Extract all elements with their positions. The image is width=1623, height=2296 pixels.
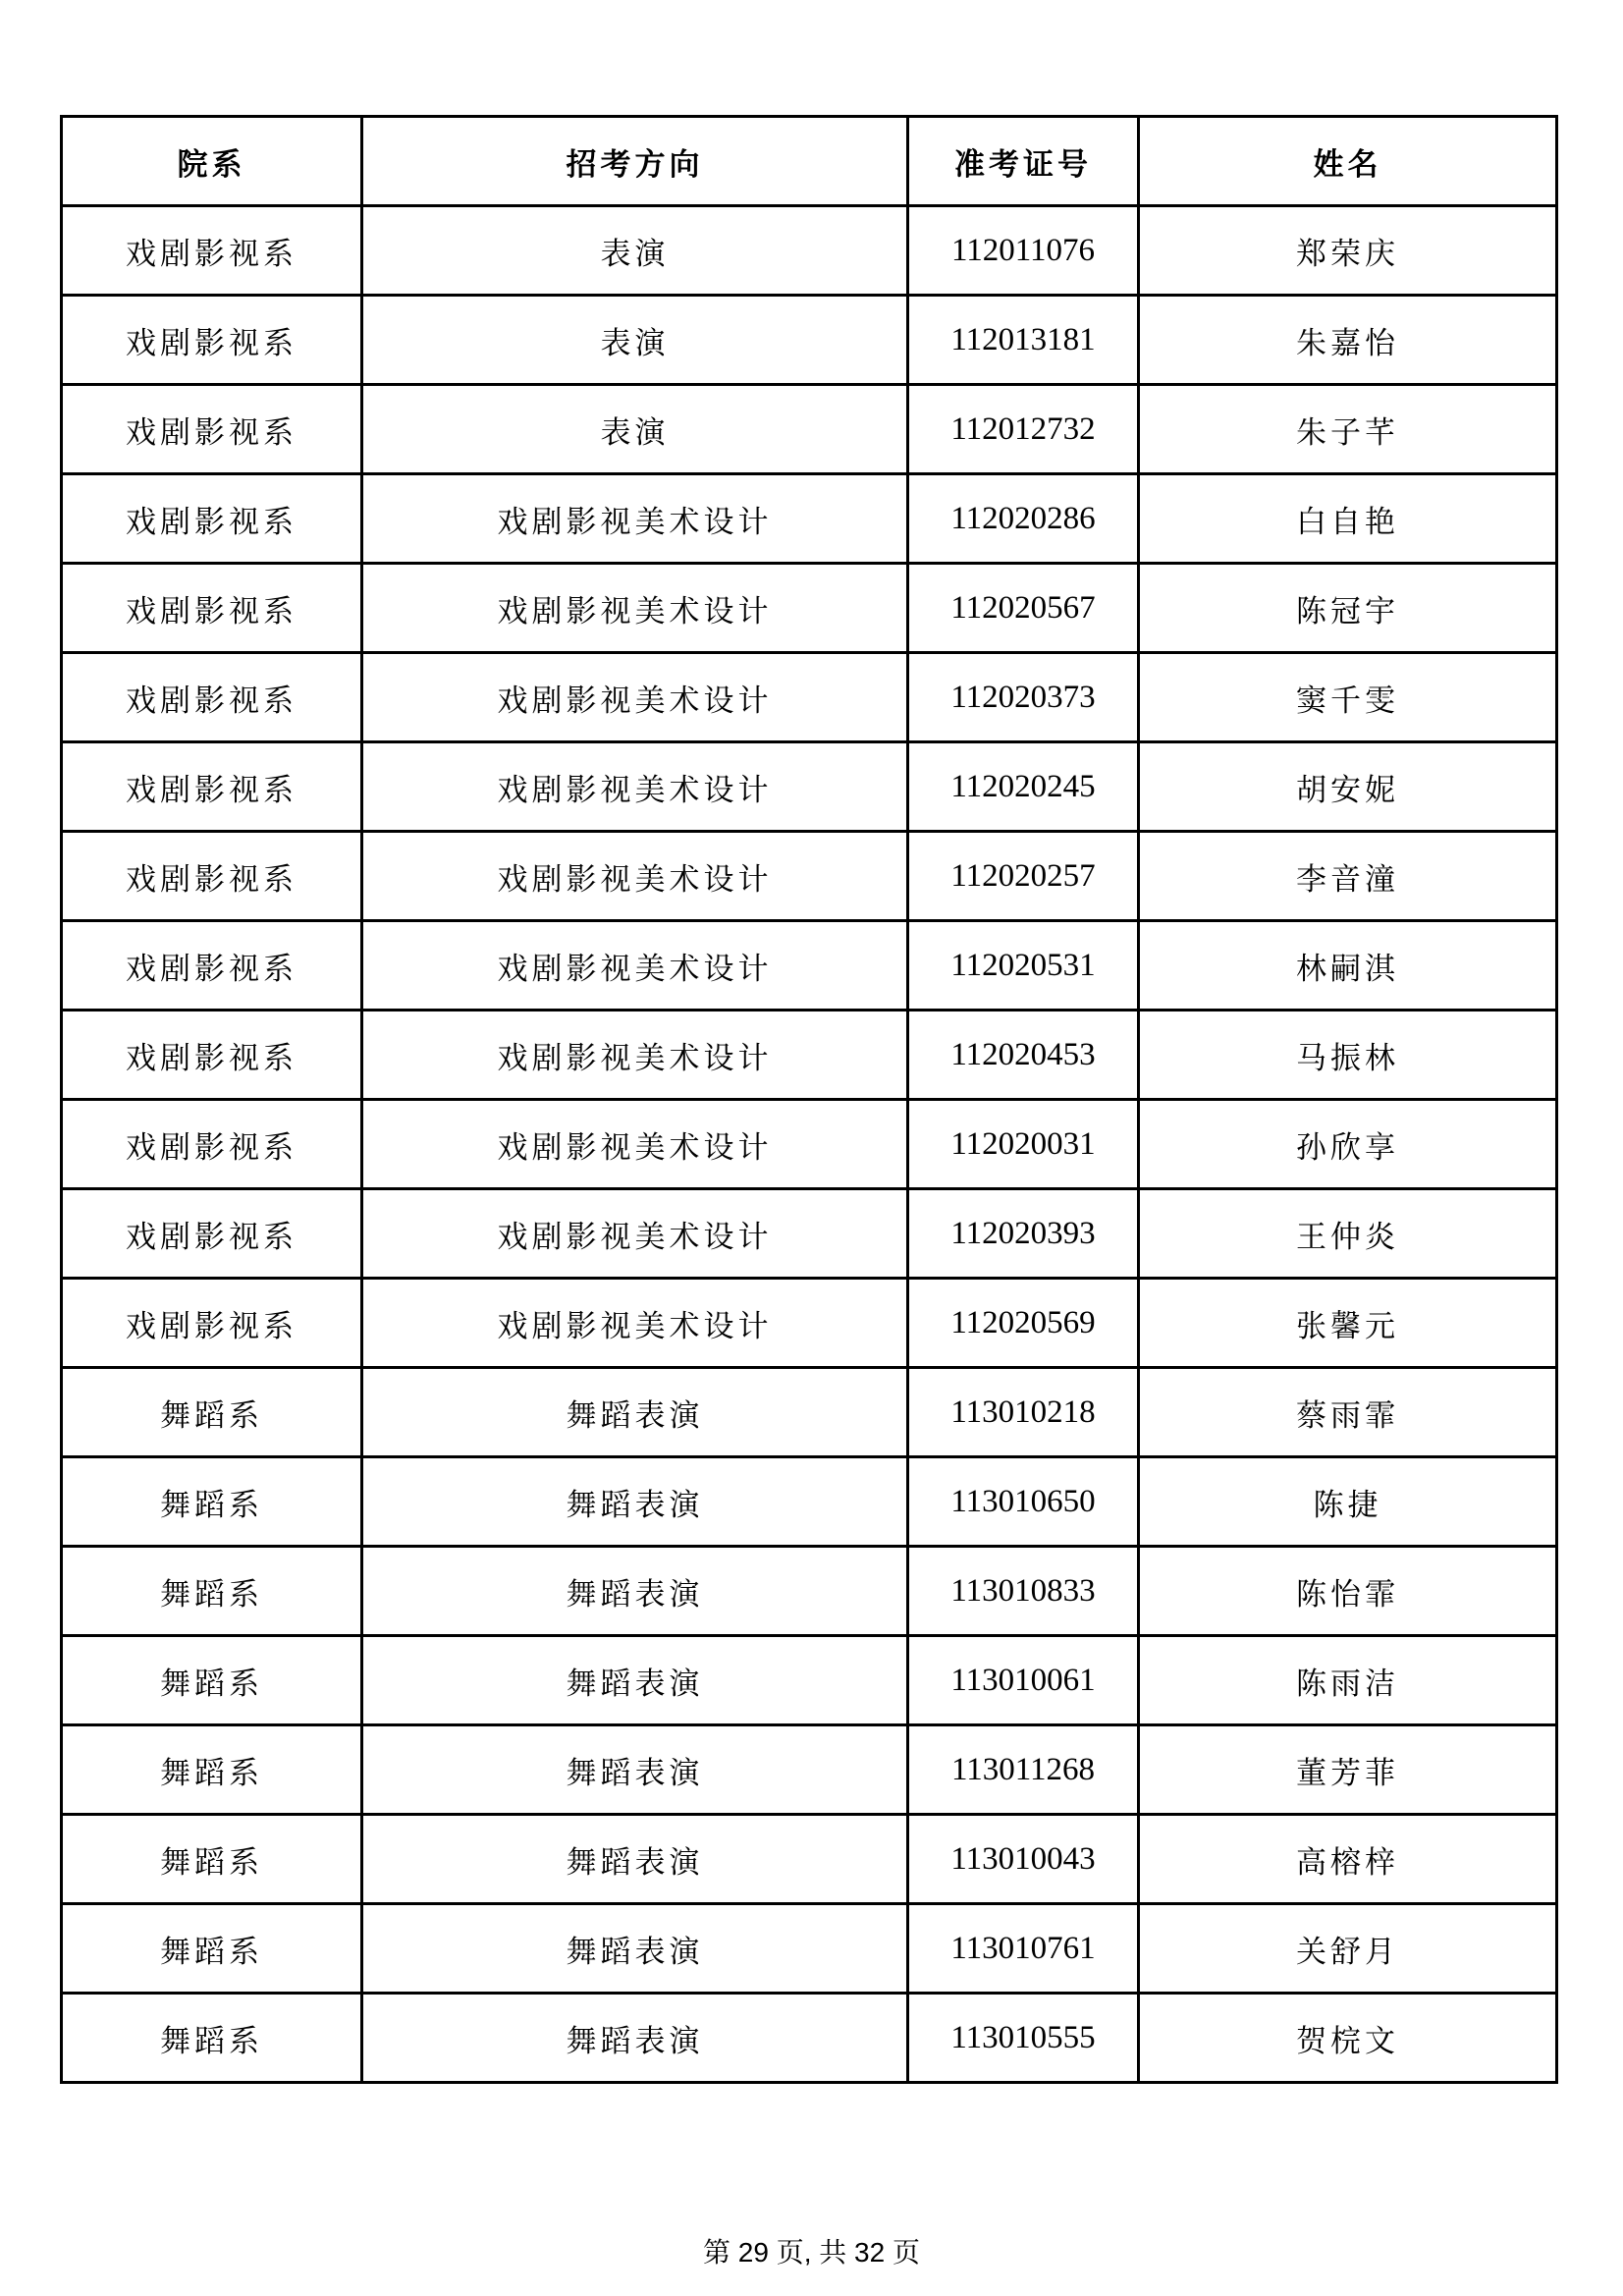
cell-ticket-number: 112020453 xyxy=(908,1011,1139,1100)
cell-name: 陈捷 xyxy=(1139,1457,1557,1547)
cell-department: 舞蹈系 xyxy=(62,1368,362,1457)
cell-ticket-number: 112020567 xyxy=(908,564,1139,653)
table-row xyxy=(62,474,1557,564)
cell-ticket-number: 113010833 xyxy=(908,1547,1139,1636)
cell-department: 戏剧影视系 xyxy=(62,653,362,742)
table-row xyxy=(62,742,1557,832)
cell-direction: 舞蹈表演 xyxy=(362,1904,908,1994)
cell-department: 戏剧影视系 xyxy=(62,1279,362,1368)
cell-direction: 戏剧影视美术设计 xyxy=(362,832,908,921)
cell-direction: 舞蹈表演 xyxy=(362,1368,908,1457)
cell-name: 孙欣享 xyxy=(1139,1100,1557,1189)
cell-department: 戏剧影视系 xyxy=(62,474,362,564)
cell-direction: 戏剧影视美术设计 xyxy=(362,1279,908,1368)
cell-department: 戏剧影视系 xyxy=(62,921,362,1011)
header-direction: 招考方向 xyxy=(362,117,908,206)
cell-ticket-number: 112020245 xyxy=(908,742,1139,832)
admission-list-table xyxy=(60,115,1558,2084)
cell-name: 窦千雯 xyxy=(1139,653,1557,742)
cell-ticket-number: 112020569 xyxy=(908,1279,1139,1368)
cell-name: 马振林 xyxy=(1139,1011,1557,1100)
cell-direction: 戏剧影视美术设计 xyxy=(362,921,908,1011)
cell-ticket-number: 113010761 xyxy=(908,1904,1139,1994)
cell-direction: 戏剧影视美术设计 xyxy=(362,653,908,742)
cell-direction: 舞蹈表演 xyxy=(362,1457,908,1547)
cell-name: 陈冠宇 xyxy=(1139,564,1557,653)
table-header-row xyxy=(62,117,1557,206)
cell-department: 舞蹈系 xyxy=(62,1547,362,1636)
cell-name: 王仲炎 xyxy=(1139,1189,1557,1279)
cell-department: 舞蹈系 xyxy=(62,1994,362,2083)
cell-name: 郑荣庆 xyxy=(1139,206,1557,296)
cell-direction: 舞蹈表演 xyxy=(362,1815,908,1904)
cell-name: 贺梡文 xyxy=(1139,1994,1557,2083)
cell-department: 舞蹈系 xyxy=(62,1636,362,1725)
cell-ticket-number: 113011268 xyxy=(908,1725,1139,1815)
table-row xyxy=(62,1636,1557,1725)
cell-ticket-number: 113010043 xyxy=(908,1815,1139,1904)
header-name: 姓名 xyxy=(1139,117,1557,206)
cell-ticket-number: 112020373 xyxy=(908,653,1139,742)
cell-department: 戏剧影视系 xyxy=(62,564,362,653)
cell-direction: 戏剧影视美术设计 xyxy=(362,564,908,653)
table-row xyxy=(62,206,1557,296)
table-row xyxy=(62,1011,1557,1100)
cell-direction: 戏剧影视美术设计 xyxy=(362,1011,908,1100)
cell-direction: 戏剧影视美术设计 xyxy=(362,742,908,832)
cell-direction: 舞蹈表演 xyxy=(362,1725,908,1815)
cell-ticket-number: 112011076 xyxy=(908,206,1139,296)
cell-name: 胡安妮 xyxy=(1139,742,1557,832)
header-department: 院系 xyxy=(62,117,362,206)
table-row xyxy=(62,1725,1557,1815)
cell-name: 朱嘉怡 xyxy=(1139,296,1557,385)
cell-name: 蔡雨霏 xyxy=(1139,1368,1557,1457)
table-row xyxy=(62,385,1557,474)
cell-department: 戏剧影视系 xyxy=(62,1011,362,1100)
table-row xyxy=(62,1547,1557,1636)
cell-direction: 戏剧影视美术设计 xyxy=(362,1100,908,1189)
cell-name: 朱子芊 xyxy=(1139,385,1557,474)
cell-department: 戏剧影视系 xyxy=(62,296,362,385)
table-row xyxy=(62,653,1557,742)
cell-ticket-number: 113010650 xyxy=(908,1457,1139,1547)
table-row xyxy=(62,1994,1557,2083)
cell-ticket-number: 112020031 xyxy=(908,1100,1139,1189)
table-row xyxy=(62,832,1557,921)
cell-ticket-number: 113010061 xyxy=(908,1636,1139,1725)
cell-name: 董芳菲 xyxy=(1139,1725,1557,1815)
cell-department: 戏剧影视系 xyxy=(62,1100,362,1189)
cell-department: 戏剧影视系 xyxy=(62,385,362,474)
cell-ticket-number: 113010218 xyxy=(908,1368,1139,1457)
cell-name: 陈怡霏 xyxy=(1139,1547,1557,1636)
table-row xyxy=(62,1189,1557,1279)
cell-ticket-number: 113010555 xyxy=(908,1994,1139,2083)
table-row xyxy=(62,1904,1557,1994)
table-row xyxy=(62,1100,1557,1189)
header-ticket-number: 准考证号 xyxy=(908,117,1139,206)
cell-direction: 舞蹈表演 xyxy=(362,1994,908,2083)
cell-department: 戏剧影视系 xyxy=(62,742,362,832)
table-row xyxy=(62,296,1557,385)
cell-name: 陈雨洁 xyxy=(1139,1636,1557,1725)
cell-department: 戏剧影视系 xyxy=(62,1189,362,1279)
cell-department: 舞蹈系 xyxy=(62,1725,362,1815)
page-indicator: 第 29 页, 共 32 页 xyxy=(703,2237,920,2268)
cell-department: 舞蹈系 xyxy=(62,1815,362,1904)
cell-ticket-number: 112020257 xyxy=(908,832,1139,921)
cell-direction: 舞蹈表演 xyxy=(362,1547,908,1636)
cell-department: 戏剧影视系 xyxy=(62,832,362,921)
cell-name: 关舒月 xyxy=(1139,1904,1557,1994)
cell-name: 白自艳 xyxy=(1139,474,1557,564)
table-row xyxy=(62,1279,1557,1368)
table-row xyxy=(62,1457,1557,1547)
cell-name: 林嗣淇 xyxy=(1139,921,1557,1011)
cell-ticket-number: 112012732 xyxy=(908,385,1139,474)
cell-direction: 舞蹈表演 xyxy=(362,1636,908,1725)
cell-name: 高榕梓 xyxy=(1139,1815,1557,1904)
cell-department: 舞蹈系 xyxy=(62,1457,362,1547)
cell-name: 李音潼 xyxy=(1139,832,1557,921)
cell-direction: 表演 xyxy=(362,206,908,296)
table-row xyxy=(62,1815,1557,1904)
cell-ticket-number: 112013181 xyxy=(908,296,1139,385)
cell-direction: 戏剧影视美术设计 xyxy=(362,474,908,564)
cell-department: 戏剧影视系 xyxy=(62,206,362,296)
cell-ticket-number: 112020286 xyxy=(908,474,1139,564)
cell-department: 舞蹈系 xyxy=(62,1904,362,1994)
cell-direction: 表演 xyxy=(362,296,908,385)
cell-name: 张馨元 xyxy=(1139,1279,1557,1368)
table-row xyxy=(62,1368,1557,1457)
table-row xyxy=(62,921,1557,1011)
cell-direction: 戏剧影视美术设计 xyxy=(362,1189,908,1279)
cell-direction: 表演 xyxy=(362,385,908,474)
table-row xyxy=(62,564,1557,653)
cell-ticket-number: 112020531 xyxy=(908,921,1139,1011)
cell-ticket-number: 112020393 xyxy=(908,1189,1139,1279)
